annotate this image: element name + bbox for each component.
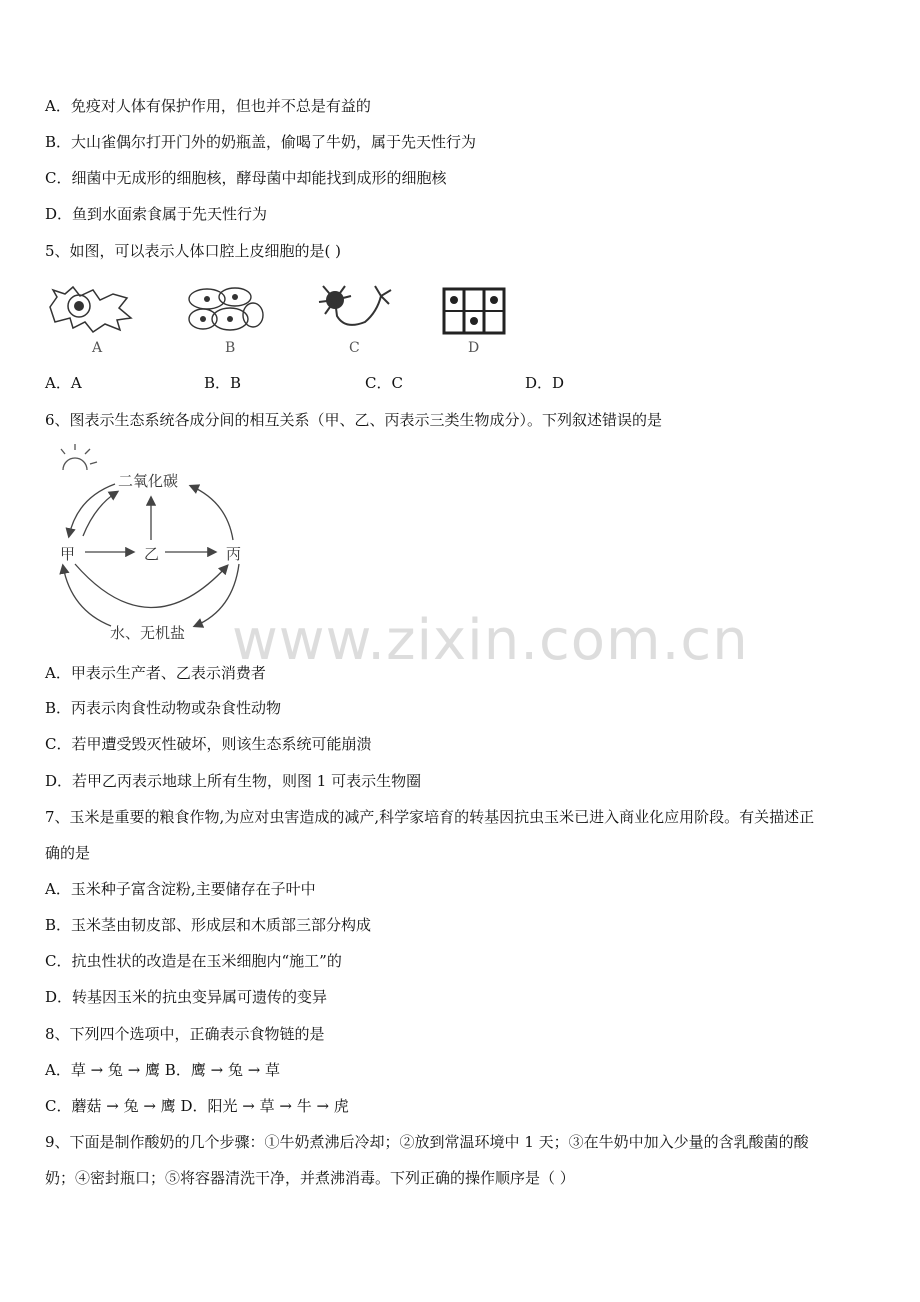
q5-option-b: B．B: [204, 374, 242, 392]
q7-option-c: C．抗虫性状的改造是在玉米细胞内“施工”的: [45, 952, 342, 970]
cell-figure-label-b: B: [225, 340, 236, 356]
q7-option-d: D．转基因玉米的抗虫变异属可遗传的变异: [45, 988, 328, 1006]
diagram-label-yi: 乙: [144, 545, 160, 563]
diagram-label-co2: 二氧化碳: [118, 472, 179, 490]
diagram-label-water: 水、无机盐: [110, 624, 186, 642]
q5-option-a: A．A: [45, 374, 82, 392]
q6-option-b: B．丙表示肉食性动物或杂食性动物: [45, 699, 282, 717]
cell-figure-a: [45, 282, 135, 337]
cell-figure-label-c: C: [349, 340, 360, 356]
q9-stem-line2: 奶；④密封瓶口；⑤将容器清洗干净，并煮沸消毒。下列正确的操作顺序是（ ）: [45, 1169, 575, 1187]
q8-options-cd: C．蘑菇 → 兔 → 鹰 D．阳光 → 草 → 牛 → 虎: [45, 1097, 349, 1115]
q6-option-a: A．甲表示生产者、乙表示消费者: [45, 664, 266, 682]
q7-option-a: A．玉米种子富含淀粉,主要储存在子叶中: [45, 880, 316, 898]
q6-option-c: C．若甲遭受毁灭性破坏，则该生态系统可能崩溃: [45, 735, 372, 753]
q4-option-d: D．鱼到水面索食属于先天性行为: [45, 205, 268, 223]
sun-icon: [61, 444, 97, 470]
q4-option-a: A．免疫对人体有保护作用，但也并不总是有益的: [45, 97, 371, 115]
q5-stem: 5、如图，可以表示人体口腔上皮细胞的是( ): [45, 242, 342, 260]
cell-figure-c: [315, 282, 395, 337]
q8-options-ab: A．草 → 兔 → 鹰 B．鹰 → 兔 → 草: [45, 1061, 281, 1079]
cell-figure-label-a: A: [92, 340, 103, 356]
cell-figure-d: [440, 285, 508, 337]
q6-option-d: D．若甲乙丙表示地球上所有生物，则图 1 可表示生物圈: [45, 772, 422, 790]
q8-stem: 8、下列四个选项中，正确表示食物链的是: [45, 1025, 325, 1043]
q4-option-c: C．细菌中无成形的细胞核，酵母菌中却能找到成形的细胞核: [45, 169, 447, 187]
cell-figure-label-d: D: [468, 340, 480, 356]
diagram-label-bing: 丙: [226, 545, 242, 563]
q7-option-b: B．玉米茎由韧皮部、形成层和木质部三部分构成: [45, 916, 372, 934]
cell-figure-b: [185, 285, 265, 335]
q9-stem-line1: 9、下面是制作酸奶的几个步骤：①牛奶煮沸后冷却；②放到常温环境中 1 天；③在牛奶中加入少量的含乳酸菌的酸: [45, 1133, 809, 1151]
q4-option-b: B．大山雀偶尔打开门外的奶瓶盖，偷喝了牛奶，属于先天性行为: [45, 133, 477, 151]
diagram-label-jia: 甲: [60, 545, 76, 563]
q7-stem-line2: 确的是: [45, 844, 91, 862]
q7-stem-line1: 7、玉米是重要的粮食作物,为应对虫害造成的减产,科学家培育的转基因抗虫玉米已进入商业化应用阶段。有关描述正: [45, 808, 815, 826]
q6-stem: 6、图表示生态系统各成分间的相互关系（甲、乙、丙表示三类生物成分）。下列叙述错误的是: [45, 411, 663, 429]
q5-option-c: C．C: [365, 374, 403, 392]
q5-option-d: D．D: [525, 374, 565, 392]
watermark: www.zixin.com.cn: [232, 608, 749, 673]
